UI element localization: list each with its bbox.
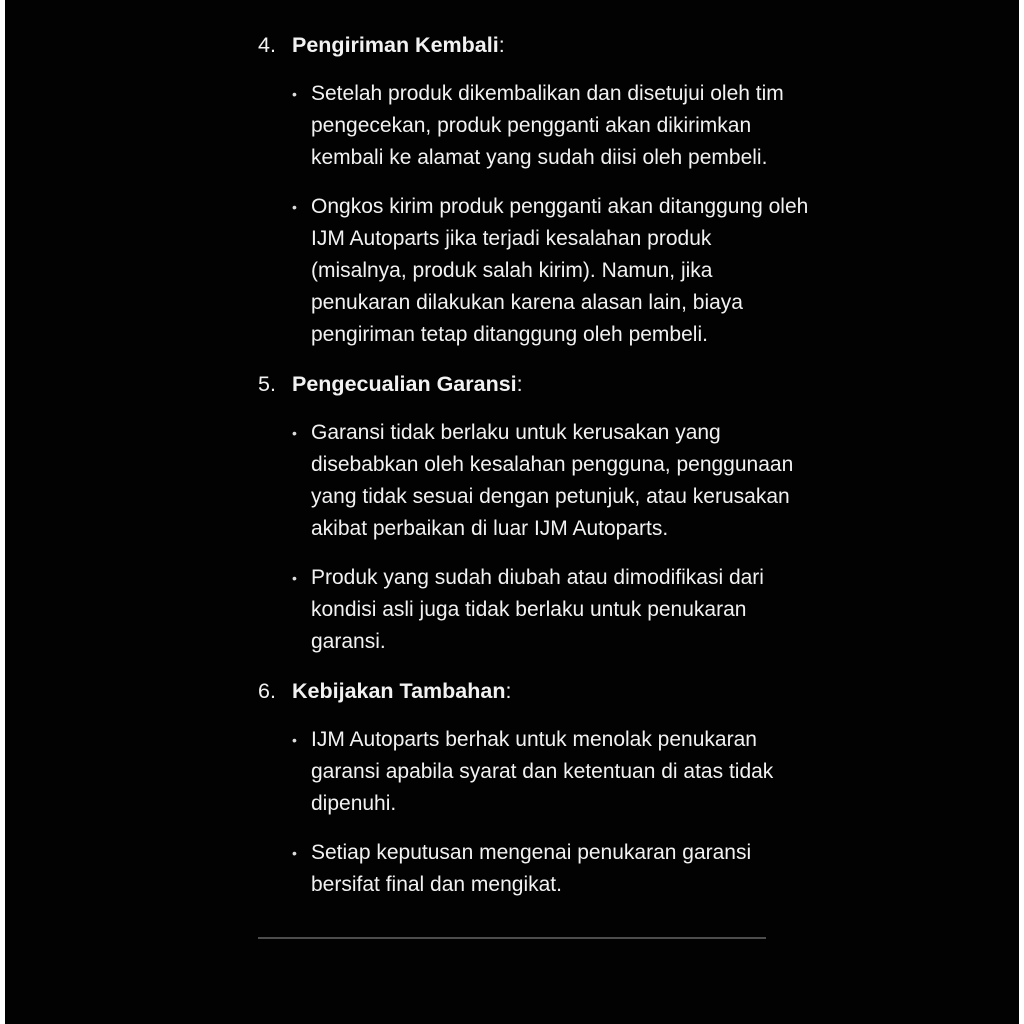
bullet-text: Garansi tidak berlaku untuk kerusakan yang disebabkan oleh kesalahan pengguna, penggunaan yang tidak sesuai dengan petunjuk, atau kerusakan akibat perbaikan di luar IJM Autoparts. [311,421,794,540]
bullet-list [292,78,810,351]
section-pengecualian-garansi [258,368,810,658]
section-title: Pengiriman Kembali: [292,33,505,57]
bullet-item [292,191,810,351]
bullet-marker: • [292,732,297,748]
bullet-text: Ongkos kirim produk pengganti akan ditanggung oleh IJM Autoparts jika terjadi kesalahan produk (misalnya, produk salah kirim). Namun, jika penukaran dilakukan karena alasan lain, biaya pengiriman tetap ditanggung oleh pembeli. [311,195,809,346]
section-number: 5. [258,372,276,396]
section-heading [258,29,810,61]
section-heading [258,368,810,400]
bullet-item [292,562,810,658]
bullet-marker: • [292,425,297,441]
screenshot-frame [5,0,1019,1024]
section-title: Pengecualian Garansi: [292,372,523,396]
document-body [258,0,810,939]
section-number: 4. [258,33,276,57]
bullet-text: IJM Autoparts berhak untuk menolak penukaran garansi apabila syarat dan ketentuan di atas tidak dipenuhi. [311,728,774,815]
section-number: 6. [258,679,276,703]
bullet-list [292,417,810,658]
bullet-list [292,724,810,901]
bullet-text: Produk yang sudah diubah atau dimodifikasi dari kondisi asli juga tidak berlaku untuk penukaran garansi. [311,566,764,653]
bullet-item [292,724,810,820]
bullet-marker: • [292,570,297,586]
bottom-divider [258,937,766,939]
section-heading [258,675,810,707]
bullet-marker: • [292,845,297,861]
bullet-marker: • [292,86,297,102]
bullet-item [292,417,810,545]
section-title: Kebijakan Tambahan: [292,679,512,703]
bullet-item [292,837,810,901]
bullet-item [292,78,810,174]
section-kebijakan-tambahan [258,675,810,901]
section-pengiriman-kembali [258,29,810,351]
bullet-text: Setiap keputusan mengenai penukaran garansi bersifat final dan mengikat. [311,841,752,896]
bullet-marker: • [292,199,297,215]
bullet-text: Setelah produk dikembalikan dan disetujui oleh tim pengecekan, produk pengganti akan dikirimkan kembali ke alamat yang sudah diisi oleh pembeli. [311,82,784,169]
